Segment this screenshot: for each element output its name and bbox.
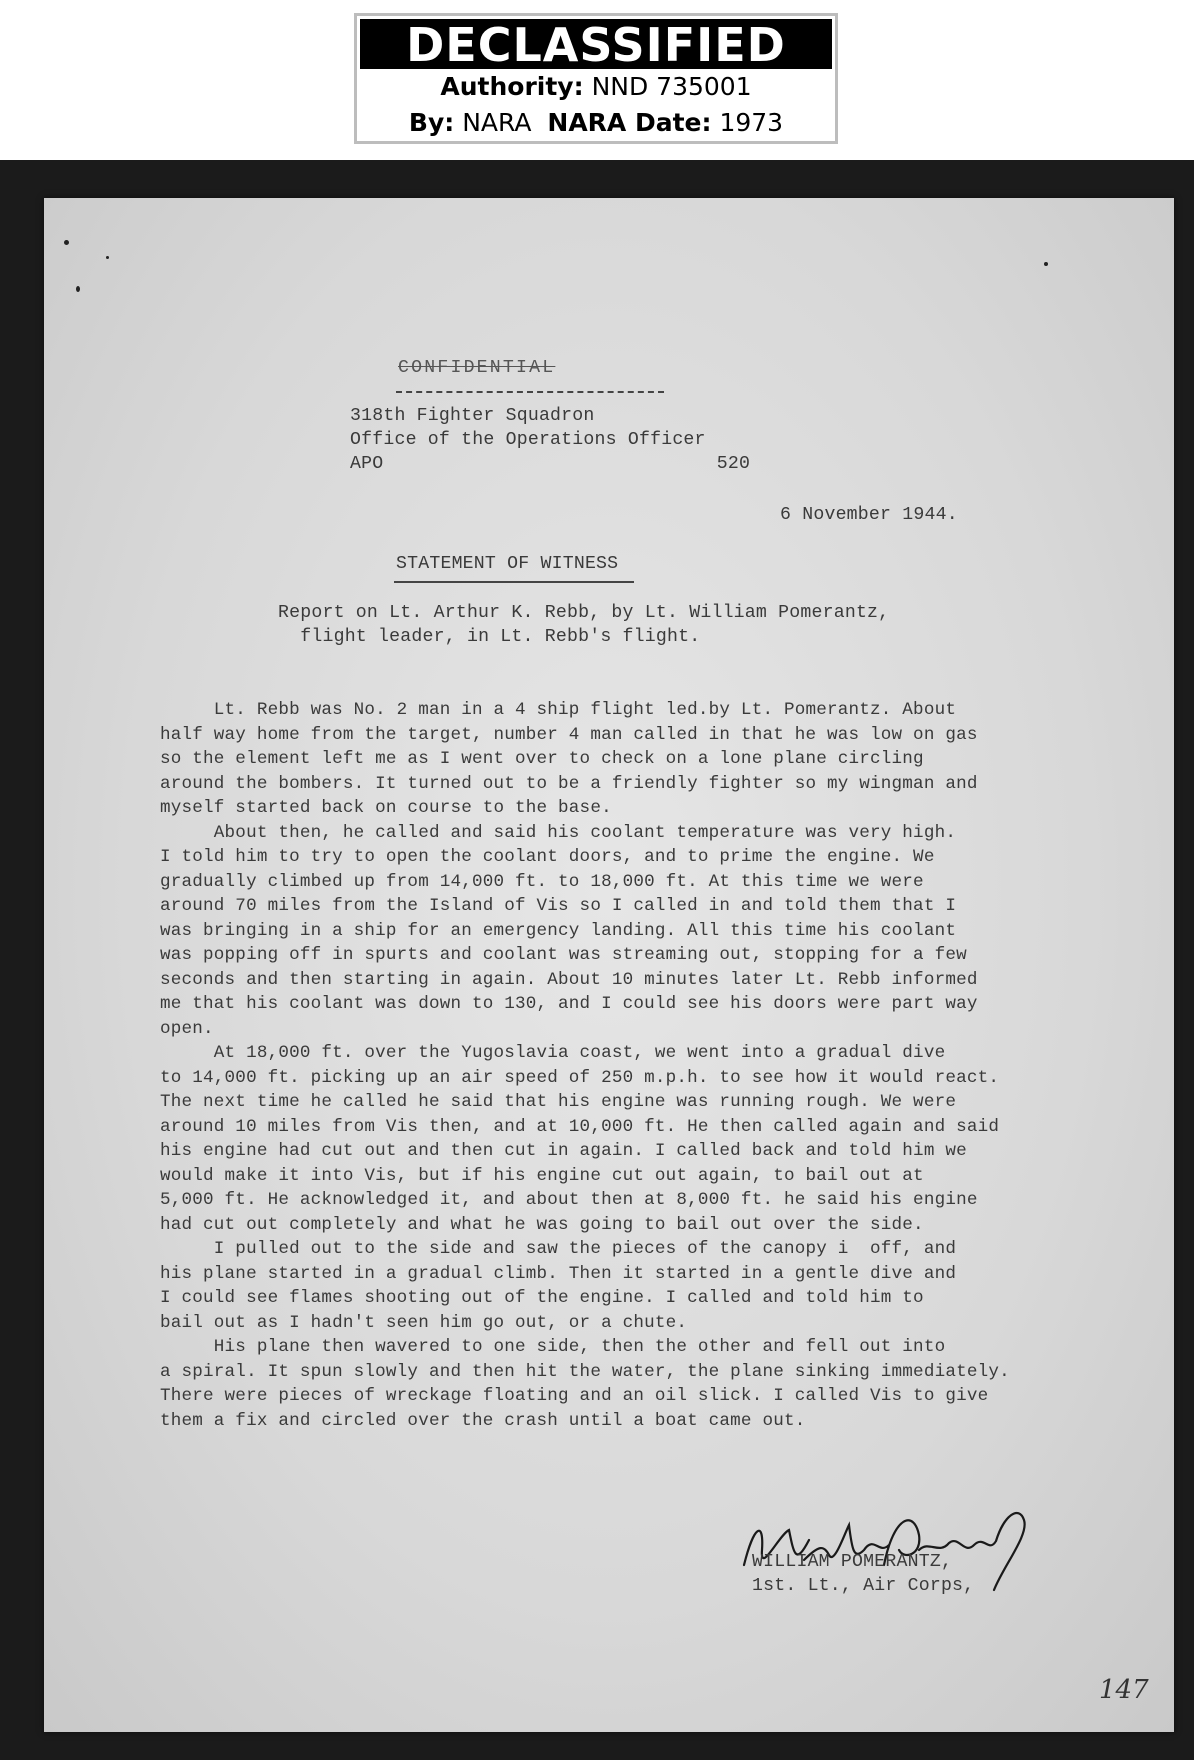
body-line: was popping off in spurts and coolant was streaming out, stopping for a few <box>160 945 967 965</box>
body-line: had cut out completely and what he was going to bail out over the side. <box>160 1214 924 1235</box>
signer-name: WILLIAM POMERANTZ, <box>752 1552 953 1572</box>
body-line: his engine had cut out and then cut in again. I called back and told him we <box>160 1141 967 1161</box>
report-subject <box>278 601 889 649</box>
apo-label: APO <box>350 454 384 474</box>
body-line: around 70 miles from the Island of Vis so I called in and told them that I <box>160 896 957 916</box>
scan-speck <box>64 240 69 245</box>
body-line: myself started back on course to the base. <box>160 798 612 818</box>
stamp-by-line <box>357 105 835 141</box>
body-line: around the bombers. It turned out to be a friendly fighter so my wingman and <box>160 773 978 794</box>
signer-rank: 1st. Lt., Air Corps, <box>752 1576 975 1596</box>
body-line: The next time he called he said that his engine was running rough. We were <box>160 1092 957 1112</box>
signature-block <box>752 1550 974 1598</box>
scan-speck <box>76 286 80 292</box>
classification-marking: CONFIDENTIAL <box>398 358 556 378</box>
declassified-stamp <box>354 13 838 144</box>
page-number: 147 <box>1099 1675 1149 1705</box>
body-line: a spiral. It spun slowly and then hit the water, the plane sinking immediately. <box>160 1361 1010 1382</box>
body-line: open. <box>160 1018 214 1039</box>
classification-dashes <box>396 391 664 393</box>
body-line: would make it into Vis, but if his engine cut out again, to bail out at <box>160 1165 924 1186</box>
body-line: seconds and then starting in again. About 10 minutes later Lt. Rebb informed <box>160 969 978 990</box>
document-title: STATEMENT OF WITNESS <box>396 554 619 574</box>
body-line: them a fix and circled over the crash until a boat came out. <box>160 1410 806 1431</box>
unit-name: 318th Fighter Squadron <box>350 406 595 426</box>
stamp-title: DECLASSIFIED <box>360 19 832 69</box>
body-line: around 10 miles from Vis then, and at 10,000 ft. He then called again and said <box>160 1116 1000 1137</box>
body-line: his plane started in a gradual climb. Then it started in a gentle dive and <box>160 1263 957 1284</box>
stamp-authority-label: Authority: <box>440 72 584 101</box>
body-line: His plane then wavered to one side, then the other and fell out into <box>160 1337 946 1357</box>
scan-speck <box>106 256 109 259</box>
body-line: I told him to try to open the coolant doors, and to prime the engine. We <box>160 847 935 867</box>
body-line: There were pieces of wreckage floating and an oil slick. I called Vis to give <box>160 1386 989 1406</box>
body-line: me that his coolant was down to 130, and I could see his doors were part way <box>160 994 978 1014</box>
stamp-date-value: 1973 <box>719 108 784 137</box>
body-line: to 14,000 ft. picking up an air speed of 250 m.p.h. to see how it would react. <box>160 1067 1000 1088</box>
stamp-authority-line <box>357 69 835 105</box>
header-block <box>350 404 750 476</box>
statement-body <box>160 698 1010 1433</box>
stamp-by-value: NARA <box>462 108 532 137</box>
title-underline <box>394 581 634 583</box>
scan-speck <box>1044 262 1048 266</box>
report-line-2: flight leader, in Lt. Rebb's flight. <box>300 627 701 647</box>
report-line-1: Report on Lt. Arthur K. Rebb, by Lt. William Pomerantz, <box>278 603 890 623</box>
stamp-authority-value: NND 735001 <box>591 72 752 101</box>
paper-sheet <box>44 198 1174 1732</box>
body-line: About then, he called and said his coolant temperature was very high. <box>160 822 957 843</box>
body-line: 5,000 ft. He acknowledged it, and about then at 8,000 ft. he said his engine <box>160 1190 978 1210</box>
body-line: Lt. Rebb was No. 2 man in a 4 ship flight led.by Lt. Pomerantz. About <box>160 700 957 720</box>
scanned-page-frame <box>0 160 1194 1760</box>
body-line: I could see flames shooting out of the engine. I called and told him to <box>160 1288 924 1308</box>
stamp-date-label: NARA Date: <box>547 108 712 137</box>
body-line: bail out as I hadn't seen him go out, or a chute. <box>160 1312 688 1333</box>
office-name: Office of the Operations Officer <box>350 430 706 450</box>
body-line: I pulled out to the side and saw the pieces of the canopy i off, and <box>160 1239 957 1259</box>
apo-number: 520 <box>716 454 751 474</box>
body-line: half way home from the target, number 4 man called in that he was low on gas <box>160 724 978 745</box>
body-line: was bringing in a ship for an emergency landing. All this time his coolant <box>160 920 957 941</box>
stamp-by-label: By: <box>408 108 455 137</box>
body-line: gradually climbed up from 14,000 ft. to 18,000 ft. At this time we were <box>160 871 924 892</box>
body-line: so the element left me as I went over to check on a lone plane circling <box>160 749 924 769</box>
document-date: 6 November 1944. <box>780 505 958 525</box>
body-line: At 18,000 ft. over the Yugoslavia coast, we went into a gradual dive <box>160 1043 946 1063</box>
